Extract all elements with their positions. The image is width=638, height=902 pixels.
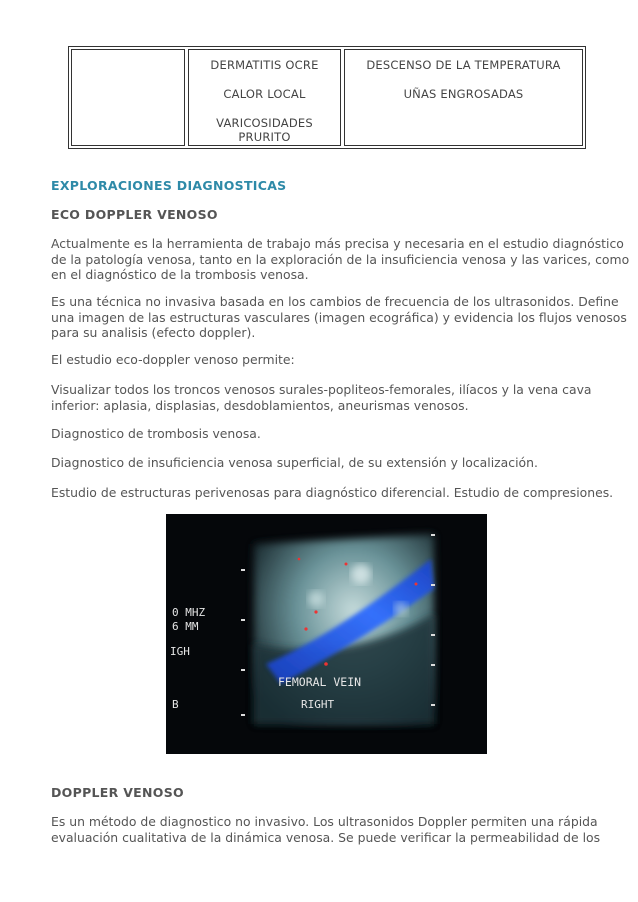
us-label-mhz: 0 MHZ bbox=[172, 606, 206, 619]
text-line: Estudio de estructuras perivenosas para diagnóstico diferencial. Estudio de compresiones. bbox=[51, 485, 614, 500]
text-line: Diagnostico de insuficiencia venosa superficial, de su extensión y localización. bbox=[51, 455, 538, 470]
text-line: inferior: aplasia, displasias, desdoblamientos, aneurismas venosos. bbox=[51, 397, 469, 413]
table-cell-col3 bbox=[344, 49, 583, 146]
table-text: DESCENSO DE LA TEMPERATURA bbox=[366, 58, 561, 72]
table-cell-col2 bbox=[188, 49, 341, 146]
paragraph bbox=[51, 485, 614, 501]
table-cell-empty bbox=[71, 49, 185, 146]
text-line: Actualmente es la herramienta de trabajo más precisa y necesaria en el estudio diagnóstico bbox=[51, 236, 624, 251]
paragraph bbox=[51, 382, 611, 413]
paragraph bbox=[51, 352, 611, 368]
us-side-label: RIGHT bbox=[301, 698, 335, 711]
text-line: para su analisis (efecto doppler). bbox=[51, 325, 256, 340]
us-label-db: B bbox=[172, 698, 179, 711]
text-line: Visualizar todos los troncos venosos surales-popliteos-femorales, ilíacos y la vena cava bbox=[51, 382, 592, 397]
symptoms-table bbox=[68, 46, 586, 149]
ultrasound-image bbox=[166, 514, 487, 754]
table-text: CALOR LOCAL bbox=[223, 87, 306, 101]
paragraph bbox=[51, 814, 611, 845]
us-label-gain: IGH bbox=[170, 645, 190, 658]
subheading-eco-doppler: ECO DOPPLER VENOSO bbox=[51, 207, 218, 222]
table-text: VARICOSIDADES bbox=[216, 116, 313, 130]
text-line: de la patología venosa, tanto en la exploración de la insuficiencia venosa y las varices, como bbox=[51, 251, 630, 267]
text-line: El estudio eco-doppler venoso permite: bbox=[51, 352, 295, 367]
paragraph bbox=[51, 455, 611, 471]
ultrasound-graphic bbox=[166, 514, 487, 754]
section-title: EXPLORACIONES DIAGNOSTICAS bbox=[51, 178, 287, 193]
paragraph bbox=[51, 294, 627, 341]
us-vein-label: FEMORAL VEIN bbox=[278, 675, 362, 689]
paragraph bbox=[51, 236, 630, 283]
table-text: UÑAS ENGROSADAS bbox=[403, 87, 524, 101]
text-line: Es un método de diagnostico no invasivo. Los ultrasonidos Doppler permiten una rápida bbox=[51, 814, 598, 829]
paragraph bbox=[51, 426, 611, 442]
subheading-doppler: DOPPLER VENOSO bbox=[51, 785, 184, 800]
text-line: en el diagnóstico de la trombosis venosa. bbox=[51, 267, 309, 282]
text-line: evaluación cualitativa de la dinámica venosa. Se puede verificar la permeabilidad de los bbox=[51, 829, 601, 845]
text-line: una imagen de las estructuras vasculares (imagen ecográfica) y evidencia los flujos venosos bbox=[51, 309, 627, 325]
table-text: DERMATITIS OCRE bbox=[210, 58, 319, 72]
text-line: Es una técnica no invasiva basada en los cambios de frecuencia de los ultrasonidos. Define bbox=[51, 294, 619, 309]
text-line: Diagnostico de trombosis venosa. bbox=[51, 426, 261, 441]
us-label-mm: 6 MM bbox=[172, 620, 199, 633]
table-text: PRURITO bbox=[238, 130, 291, 144]
